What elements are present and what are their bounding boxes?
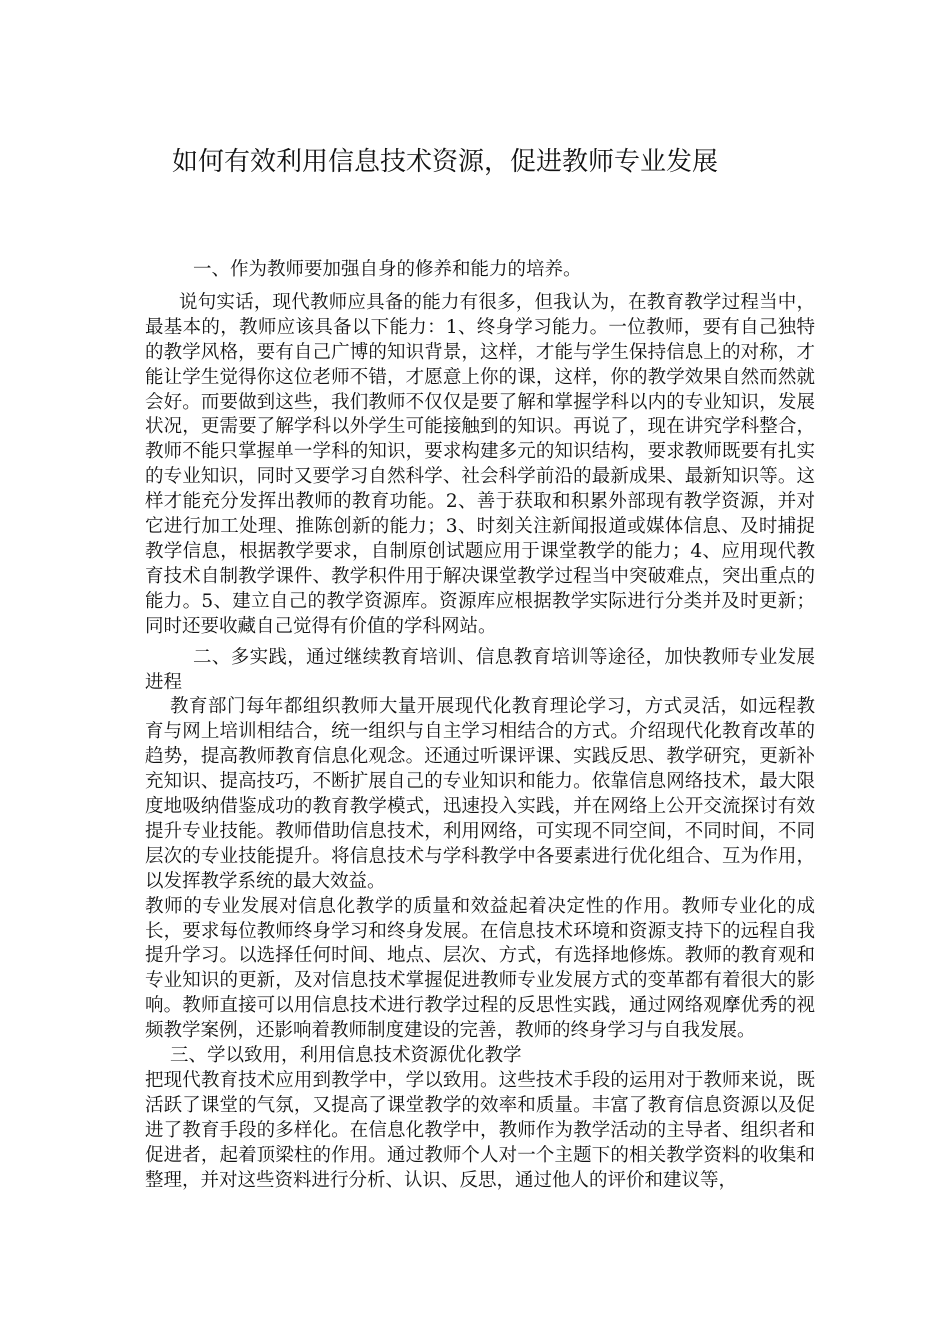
document-body: [145, 258, 815, 1194]
section-2-paragraph-2: 教师的专业发展对信息化教学的质量和效益起着决定性的作用。教师专业化的成长，要求每位教师终身学习和终身发展。在信息技术环境和资源支持下的远程自我提升学习。以选择任何时间、地点、层次、方式，有选择地修炼。教师的教育观和专业知识的更新，及对信息技术掌握促进教师专业发展方式的变革都有着很大的影响。教师直接可以用信息技术进行教学过程的反思性实践，通过网络观摩优秀的视频教学案例，还影响着教师制度建设的完善，教师的终身学习与自我发展。: [145, 895, 815, 1042]
section-heading-1: 一、作为教师要加强自身的修养和能力的培养。: [193, 259, 582, 280]
section-2-paragraph-1: 教育部门每年都组织教师大量开展现代化教育理论学习，方式灵活，如远程教育与网上培训相结合，统一组织与自主学习相结合的方式。介绍现代化教育改革的趋势，提高教师教育信息化观念。还通过听课评课、实践反思、教学研究，更新补充知识、提高技巧，不断扩展自己的专业知识和能力。依靠信息网络技术，最大限度地吸纳借鉴成功的教育教学模式，迅速投入实践，并在网络上公开交流探讨有效提升专业技能。教师借助信息技术，利用网络，可实现不同空间，不同时间，不同层次的专业技能提升。将信息技术与学科教学中各要素进行优化组合、互为作用，以发挥教学系统的最大效益。: [145, 696, 815, 892]
section-1-paragraph: 说句实话，现代教师应具备的能力有很多，但我认为，在教育教学过程当中，最基本的，教师应该具备以下能力：1、终身学习能力。一位教师，要有自己独特的教学风格，要有自己广博的知识背景，这样，才能与学生保持信息上的对称，才能让学生觉得你这位老师不错，才愿意上你的课，这样，你的教学效果自然而然就会好。而要做到这些，我们教师不仅仅是要了解和掌握学科以内的专业知识，发展状况，更需要了解学科以外学生可能接触到的知识。再说了，现在讲究学科整合，教师不能只掌握单一学科的知识，要求构建多元的知识结构，要求教师既要有扎实的专业知识，同时又要学习自然科学、社会科学前沿的最新成果、最新知识等。这样才能充分发挥出教师的教育功能。2、善于获取和积累外部现有教学资源，并对它进行加工处理、推陈创新的能力；3、时刻关注新闻报道或媒体信息、及时捕捉教学信息，根据教学要求，自制原创试题应用于课堂教学的能力；4、应用现代教育技术自制教学课件、教学积件用于解决课堂教学过程当中突破难点，突出重点的能力。5、建立自己的教学资源库。资源库应根据教学实际进行分类并及时更新；同时还要收藏自己觉得有价值的学科网站。: [145, 291, 815, 637]
section-heading-2: 二、多实践，通过继续教育培训、信息教育培训等途径，加快教师专业发展进程: [145, 646, 815, 693]
section-3-paragraph: 把现代教育技术应用到教学中，学以致用。这些技术手段的运用对于教师来说，既活跃了课堂的气氛，又提高了课堂教学的效率和质量。丰富了教育信息资源以及促进了教育手段的多样化。在信息化教学中，教师作为教学活动的主导者、组织者和促进者，起着顶梁柱的作用。通过教师个人对一个主题下的相关教学资料的收集和整理，并对这些资料进行分析、认识、反思，通过他人的评价和建议等，: [145, 1070, 815, 1191]
section-heading-3: 三、学以致用，利用信息技术资源优化教学: [170, 1045, 522, 1067]
document-title: 如何有效利用信息技术资源，促进教师专业发展: [172, 147, 719, 177]
